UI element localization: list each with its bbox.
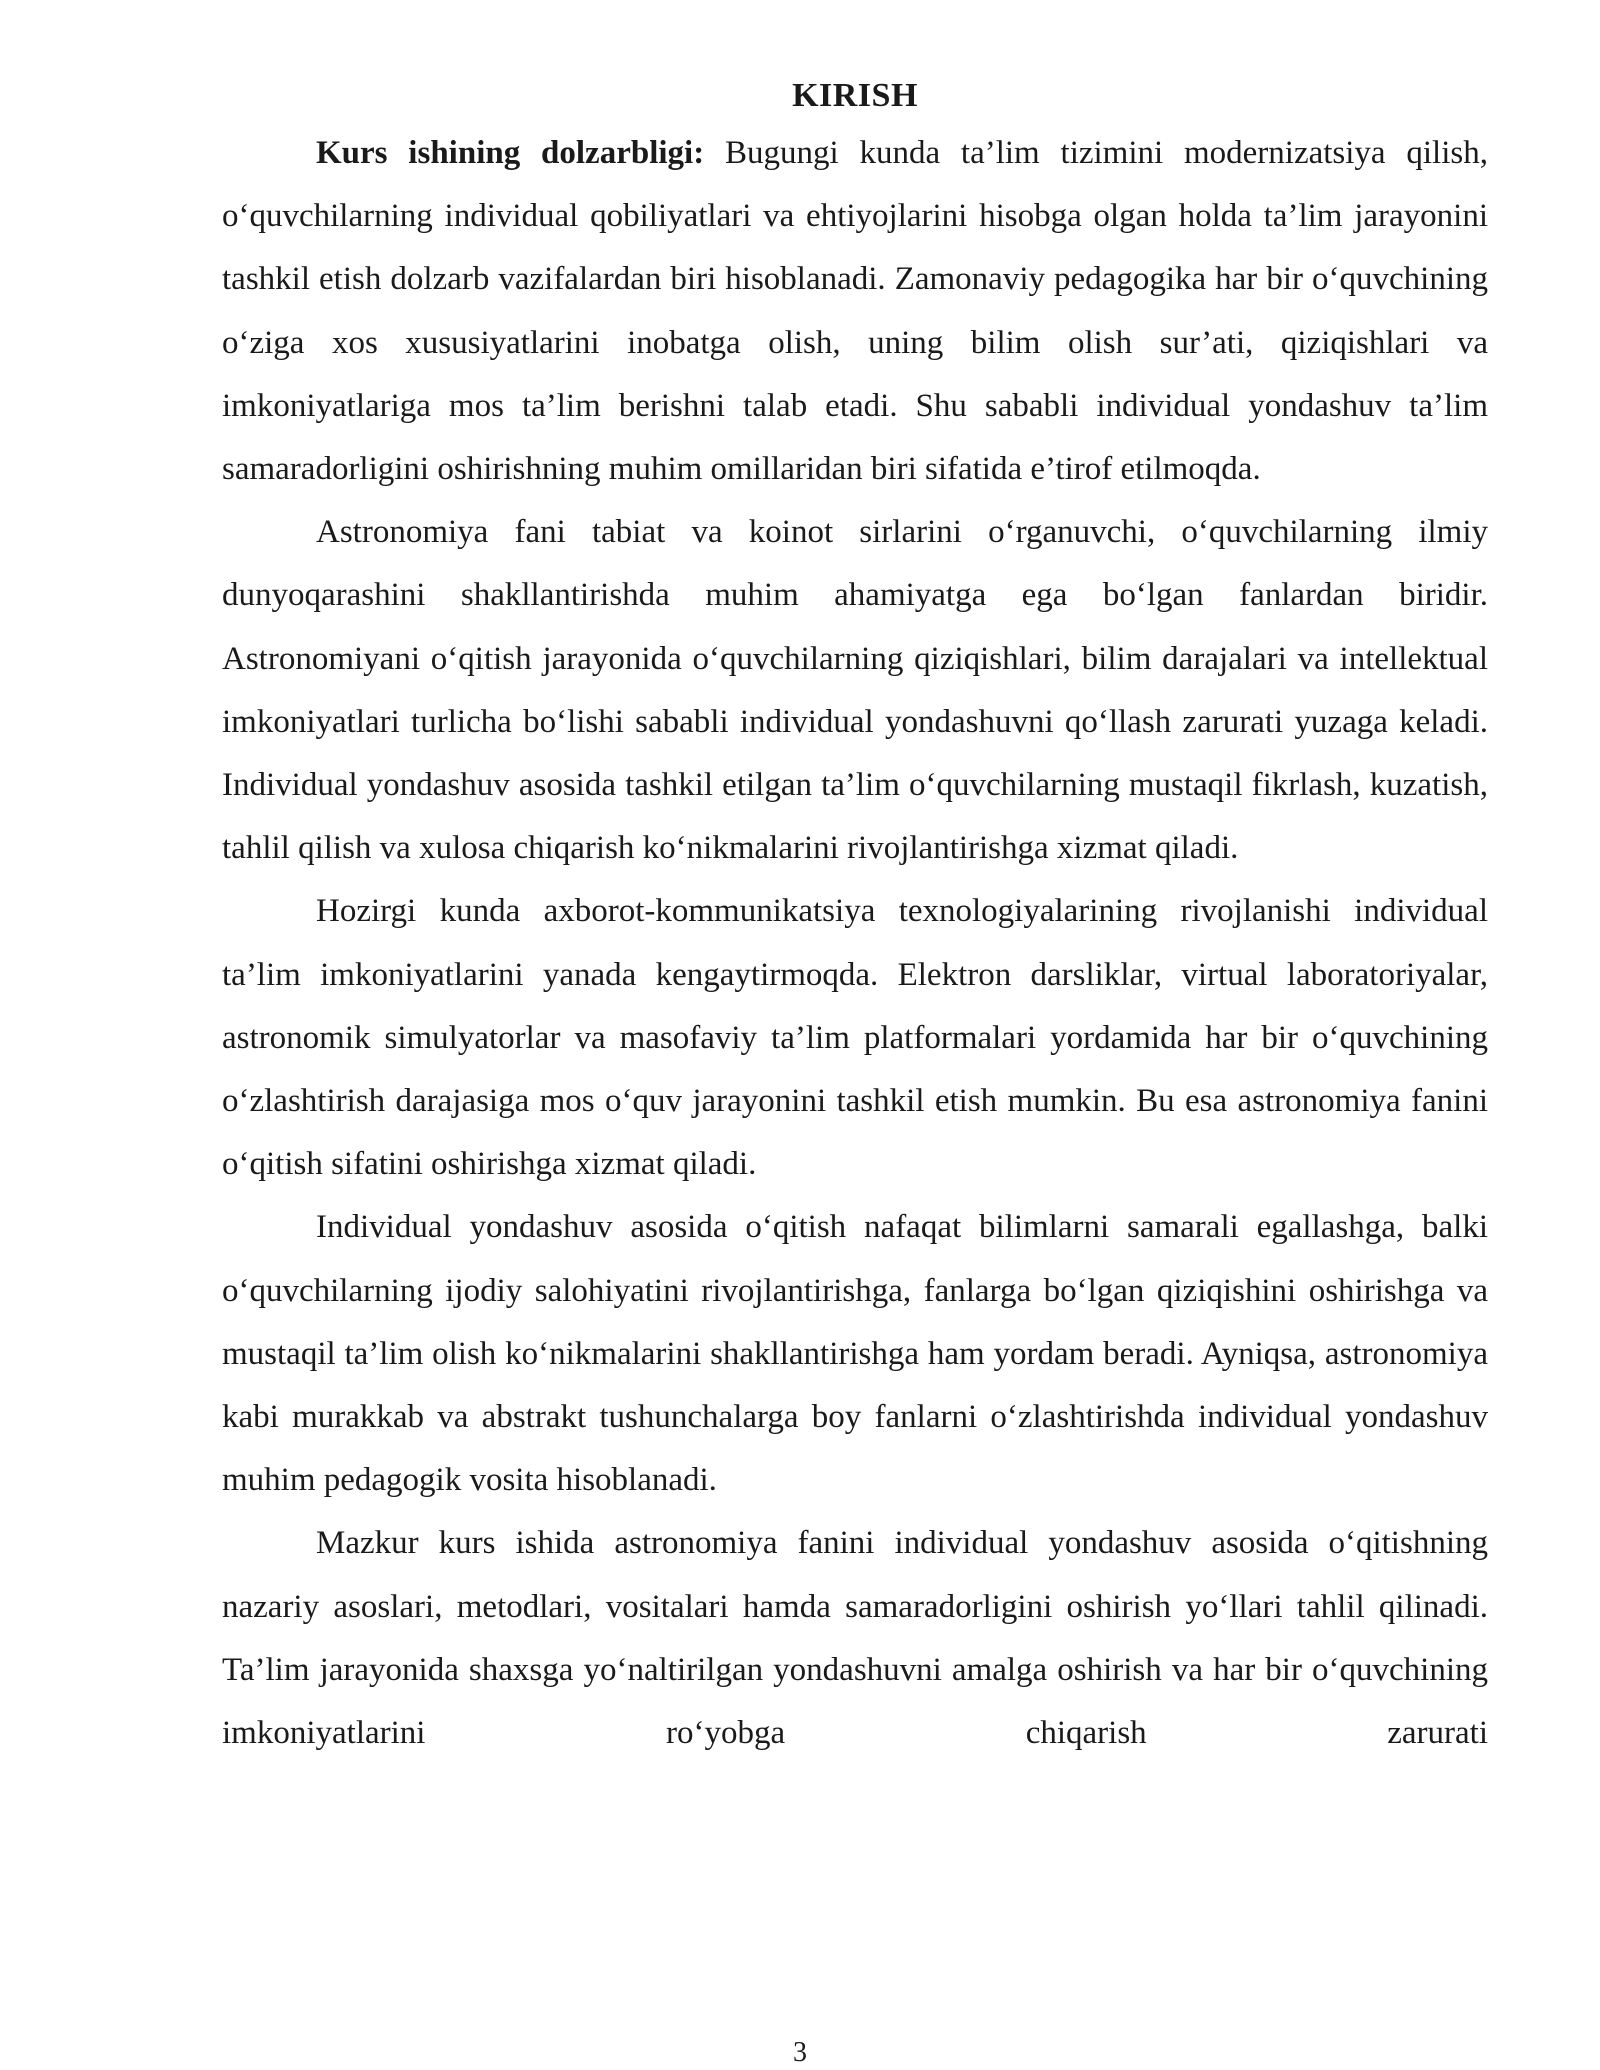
paragraph-lead: Kurs ishining dolzarbligi: [316, 135, 705, 171]
page-number: 3 [793, 2037, 807, 2068]
paragraph-individual-approach: Individual yondashuv asosida o‘qitish nafaqat bilimlarni samarali egallashga, balki o‘quvchilarning ijodiy salohiyatini rivojlantirishga, fanlarga bo‘lgan qiziqishini oshirishga va mustaqil ta’lim olish ko‘nikmalarini shakllantirishga ham yordam beradi. Ayniqsa, astronomiya kabi murakkab va abstrakt tushunchalarga boy fanlarni o‘zlashtirishda individual yondashuv muhim pedagogik vosita hisoblanadi. [222, 1209, 1488, 1499]
document-page [222, 76, 1488, 1765]
paragraph-astronomy: Astronomiya fani tabiat va koinot sirlarini o‘rganuvchi, o‘quvchilarning ilmiy dunyoqarashini shakllantirishda muhim ahamiyatga ega bo‘lgan fanlardan biridir. Astronomiyani o‘qitish jarayonida o‘quvchilarning qiziqishlari, bilim darajalari va intellektual imkoniyatlari turlicha bo‘lishi sababli individual yondashuvni qo‘llash zarurati yuzaga keladi. Individual yondashuv asosida tashkil etilgan ta’lim o‘quvchilarning mustaqil fikrlash, kuzatish, tahlil qilish va xulosa chiqarish ko‘nikmalarini rivojlantirishga xizmat qiladi. [222, 514, 1488, 867]
paragraph-relevance [222, 122, 1488, 501]
paragraph-technology: Hozirgi kunda axborot-kommunikatsiya texnologiyalarining rivojlanishi individual ta’lim imkoniyatlarini yanada kengaytirmoqda. Elektron darsliklar, virtual laboratoriyalar, astronomik simulyatorlar va masofaviy ta’lim platformalari yordamida har bir o‘quvchining o‘zlashtirish darajasiga mos o‘quv jarayonini tashkil etish mumkin. Bu esa astronomiya fanini o‘qitish sifatini oshirishga xizmat qiladi. [222, 893, 1488, 1183]
page-title: KIRISH [792, 77, 918, 114]
paragraph-text: Bugungi kunda ta’lim tizimini modernizatsiya qilish, o‘quvchilarning individual qobiliyatlari va ehtiyojlarini hisobga olgan holda ta’lim jarayonini tashkil etish dolzarb vazifalardan biri hisoblanadi. Zamonaviy pedagogika har bir o‘quvchining o‘ziga xos xususiyatlarini inobatga olish, uning bilim olish sur’ati, qiziqishlari va imkoniyatlariga mos ta’lim berishni talab etadi. Shu sababli individual yondashuv ta’lim samaradorligini oshirishning muhim omillaridan biri sifatida e’tirof etilmoqda. [222, 135, 1488, 488]
paragraph-course-work: Mazkur kurs ishida astronomiya fanini individual yondashuv asosida o‘qitishning nazariy asoslari, metodlari, vositalari hamda samaradorligini oshirish yo‘llari tahlil qilinadi. Ta’lim jarayonida shaxsga yo‘naltirilgan yondashuvni amalga oshirish va har bir o‘quvchining imkoniyatlarini ro‘yobga chiqarish zarurati [222, 1525, 1488, 1752]
